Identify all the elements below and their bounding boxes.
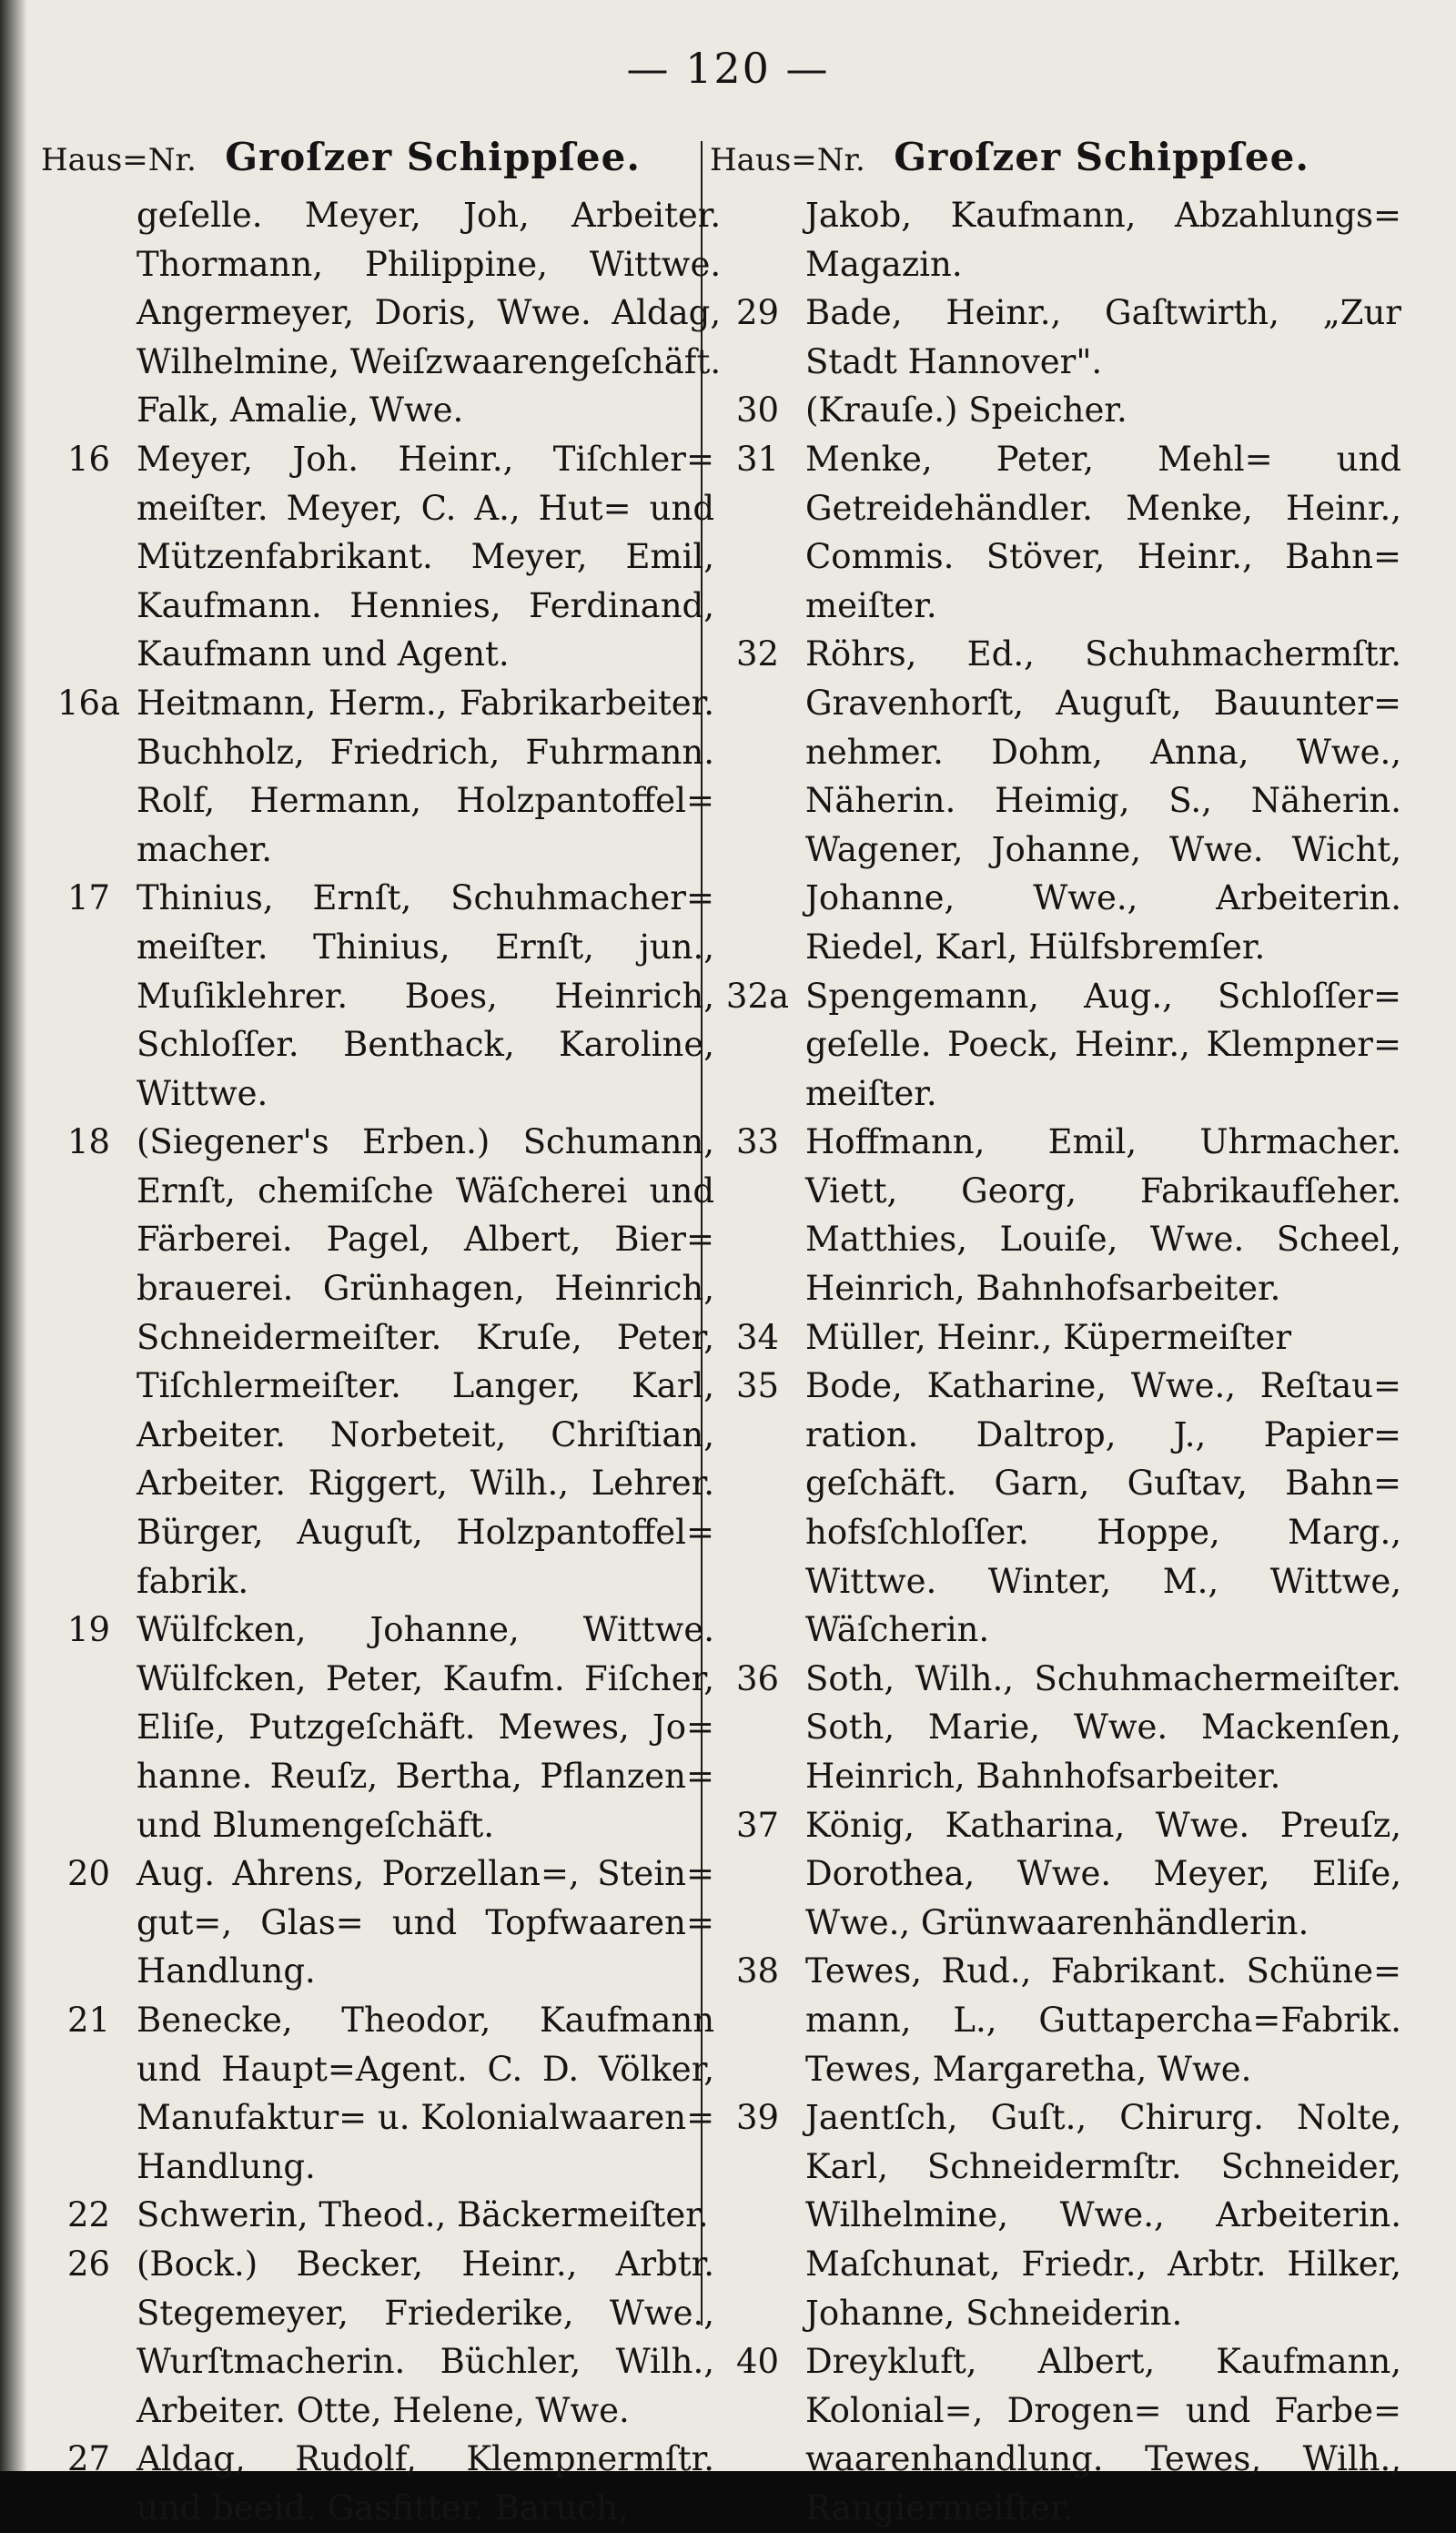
entry-text (805, 630, 1401, 971)
entry-text (136, 1996, 714, 2191)
house-number: 29 (735, 293, 780, 333)
entry-line: Matthies, Louiſe, Wwe. Scheel, (805, 1220, 1401, 1260)
entry-list (41, 191, 722, 2533)
house-number: 18 (66, 1122, 111, 1162)
house-number: 21 (66, 2000, 111, 2040)
entry-line: Färberei. Pagel, Albert, Bier= (136, 1220, 714, 1260)
directory-entry (41, 874, 714, 1118)
entry-line: und Blumengeſchäft. (136, 1805, 494, 1845)
entry-line: gut=, Glas= und Topfwaaren= (136, 1902, 714, 1942)
house-number: 33 (735, 1122, 780, 1162)
entry-line: Jaentſch, Guſt., Chirurg. Nolte, (805, 2098, 1401, 2138)
house-number: 22 (66, 2195, 111, 2235)
entry-line: fabrik. (136, 1561, 249, 1601)
entry-line: Wittwe. (136, 1073, 268, 1113)
house-number: 27 (66, 2439, 111, 2479)
entry-line: meiſter. (805, 585, 937, 625)
entry-line: Wittwe. Winter, M., Wittwe, (805, 1561, 1401, 1601)
directory-entry (41, 2191, 714, 2240)
entry-line: Mützenfabrikant. Meyer, Emil, (136, 537, 714, 577)
entry-line: Handlung. (136, 2146, 316, 2186)
directory-entry (41, 1849, 714, 1996)
street-name: Groſzer Schippſee. (225, 135, 641, 179)
entry-line: Wülfcken, Peter, Kaufm. Fiſcher, (136, 1658, 714, 1698)
house-number: 32 (735, 634, 780, 674)
entry-line: Soth, Marie, Wwe. Mackenſen, (805, 1707, 1401, 1748)
entry-line: und Haupt=Agent. C. D. Völker, (136, 2049, 715, 2089)
entry-text (805, 289, 1401, 386)
entry-text (805, 972, 1401, 1119)
entry-line: Jakob, Kaufmann, Abzahlungs= (805, 196, 1401, 235)
entry-line: Wagener, Johanne, Wwe. Wicht, (805, 829, 1401, 869)
entry-line: (Krauſe.) Speicher. (805, 390, 1127, 431)
entry-text (805, 1362, 1401, 1655)
entry-line: Tewes, Rud., Fabrikant. Schüne= (805, 1951, 1401, 1991)
directory-entry (710, 2337, 1401, 2532)
house-number (710, 191, 805, 289)
entry-text (805, 1313, 1401, 1363)
directory-entry (41, 2435, 714, 2532)
right-column (710, 135, 1401, 2533)
entry-line: geſchäft. Garn, Guſtav, Bahn= (805, 1464, 1401, 1504)
entry-line: waarenhandlung. Tewes, Wilh., (805, 2439, 1401, 2479)
entry-line: Bürger, Auguſt, Holzpantoffel= (136, 1513, 714, 1553)
directory-entry (710, 1655, 1401, 1801)
directory-entry (710, 1801, 1401, 1948)
house-number: 39 (735, 2098, 780, 2138)
entry-line: Spengemann, Aug., Schloſſer= (805, 976, 1401, 1016)
entry-line: nehmer. Dohm, Anna, Wwe., (805, 732, 1401, 772)
entry-line: Riedel, Karl, Hülfsbremſer. (805, 927, 1266, 967)
entry-line: macher. (136, 829, 272, 869)
entry-line: Getreidehändler. Menke, Heinr., (805, 488, 1401, 528)
entry-line: Wurſtmacherin. Büchler, Wilh., (136, 2342, 714, 2382)
entry-line: Maſchunat, Friedr., Arbtr. Hilker, (805, 2244, 1401, 2284)
entry-text (136, 679, 714, 874)
entry-line: Rangiermeiſter. (805, 2487, 1074, 2528)
entry-line: Dorothea, Wwe. Meyer, Eliſe, (805, 1854, 1401, 1894)
entry-line: Wilhelmine, Wwe., Arbeiterin. (805, 2195, 1401, 2235)
entry-line: Kaufmann. Hennies, Ferdinand, (136, 585, 714, 625)
directory-entry (710, 630, 1401, 971)
house-number: 34 (735, 1317, 780, 1357)
entry-text (805, 1655, 1401, 1801)
house-number: 32a (725, 976, 790, 1016)
entry-line: Wwe., Grünwaarenhändlerin. (805, 1902, 1309, 1942)
entry-text (805, 1947, 1401, 2093)
entry-line: Heinrich, Bahnhofsarbeiter. (805, 1757, 1281, 1796)
house-number (41, 191, 136, 435)
directory-entry (710, 1362, 1401, 1655)
directory-entry (41, 679, 714, 874)
directory-entry (710, 1313, 1401, 1363)
directory-entry (41, 435, 714, 679)
entry-text (136, 2240, 714, 2435)
entry-line: Viett, Georg, Fabrikaufſeher. (805, 1170, 1401, 1211)
column-header (710, 135, 1401, 191)
entry-line: Heitmann, Herm., Fabrikarbeiter. (136, 683, 714, 723)
entry-line: König, Katharina, Wwe. Preuſz, (805, 1805, 1401, 1845)
directory-entry (710, 386, 1401, 435)
entry-line: Johanne, Schneiderin. (805, 2293, 1183, 2333)
entry-line: Stegemeyer, Friederike, Wwe., (136, 2293, 714, 2333)
directory-entry (710, 289, 1401, 386)
directory-entry (710, 972, 1401, 1119)
house-number: 40 (735, 2342, 780, 2382)
house-number: 35 (735, 1366, 780, 1406)
directory-entry (41, 1118, 714, 1606)
house-number: 31 (735, 439, 780, 479)
entry-line: Muſiklehrer. Boes, Heinrich, (136, 976, 714, 1016)
entry-line: Commis. Stöver, Heinr., Bahn= (805, 537, 1401, 577)
house-number: 37 (735, 1805, 780, 1845)
directory-entry (710, 1947, 1401, 2093)
house-number: 38 (735, 1951, 780, 1991)
entry-line: Thormann, Philippine, Wittwe. (136, 244, 722, 284)
entry-line: (Bock.) Becker, Heinr., Arbtr. (136, 2244, 714, 2284)
page-number: — 120 — (626, 44, 830, 93)
entry-line: Stadt Hannover". (805, 341, 1103, 381)
entry-text (136, 2191, 714, 2240)
entry-line: Arbeiter. Otte, Helene, Wwe. (136, 2390, 630, 2430)
directory-entry (41, 1606, 714, 1849)
entry-text (136, 1606, 714, 1849)
entry-line: und beeid. Gasfitter. Baruch, (136, 2487, 629, 2528)
entry-line: Gravenhorſt, Auguſt, Bauunter= (805, 683, 1401, 723)
entry-text (805, 1118, 1401, 1312)
entry-line: Manufaktur= u. Kolonialwaaren= (136, 2098, 715, 2138)
directory-entry (41, 1996, 714, 2191)
entry-line: Handlung. (136, 1951, 316, 1991)
entry-line: Falk, Amalie, Wwe. (136, 390, 464, 431)
entry-line: hanne. Reuſz, Bertha, Pflanzen= (136, 1757, 714, 1796)
entry-text (805, 386, 1401, 435)
entry-line: geſelle. Poeck, Heinr., Klempner= (805, 1025, 1401, 1065)
entry-line: mann, L., Guttapercha=Fabrik. (805, 2000, 1401, 2040)
entry-line: Wilhelmine, Weiſzwaarengeſchäft. (136, 341, 722, 381)
house-number: 36 (735, 1658, 780, 1698)
entry-line: Aug. Ahrens, Porzellan=, Stein= (136, 1854, 714, 1894)
entry-line: brauerei. Grünhagen, Heinrich, (136, 1269, 714, 1309)
entry-line: Benecke, Theodor, Kaufmann (136, 2000, 715, 2040)
entry-line: Arbeiter. Riggert, Wilh., Lehrer. (136, 1464, 714, 1504)
directory-entry (710, 435, 1401, 630)
entry-line: Wäſcherin. (805, 1610, 990, 1650)
entry-line: Hoffmann, Emil, Uhrmacher. (805, 1122, 1401, 1162)
entry-line: Rolf, Hermann, Holzpantoffel= (136, 781, 714, 821)
entry-line: Johanne, Wwe., Arbeiterin. (805, 878, 1401, 918)
entry-line: Schloſſer. Benthack, Karoline, (136, 1025, 714, 1065)
entry-text (136, 874, 714, 1118)
entry-line: Näherin. Heimig, S., Näherin. (805, 781, 1401, 821)
entry-line: Buchholz, Friedrich, Fuhrmann. (136, 732, 714, 772)
house-number: 20 (66, 1854, 111, 1894)
entry-line: Bade, Heinr., Gaſtwirth, „Zur (805, 293, 1401, 333)
directory-entry (41, 2240, 714, 2435)
entry-line: Soth, Wilh., Schuhmachermeiſter. (805, 1658, 1401, 1698)
column-header (41, 135, 714, 191)
house-number-label: Haus=Nr. (41, 142, 197, 178)
house-number: 19 (66, 1610, 111, 1650)
entry-line: hofsſchloſſer. Hoppe, Marg., (805, 1513, 1401, 1553)
entry-line: Menke, Peter, Mehl= und (805, 439, 1401, 479)
entry-line: meiſter. Meyer, C. A., Hut= und (136, 488, 714, 528)
entry-line: Röhrs, Ed., Schuhmachermſtr. (805, 634, 1401, 674)
entry-text (805, 191, 1401, 289)
entry-line: meiſter. (805, 1073, 937, 1113)
entry-line: Aldag, Rudolf, Klempnermſtr. (136, 2439, 714, 2479)
entry-line: meiſter. Thinius, Ernſt, jun., (136, 927, 714, 967)
entry-text (136, 1118, 714, 1606)
house-number: 16 (66, 439, 111, 479)
entry-line: Thinius, Ernſt, Schuhmacher= (136, 878, 714, 918)
house-number-label: Haus=Nr. (710, 142, 865, 178)
entry-text (805, 2093, 1401, 2337)
house-number: 30 (735, 390, 780, 431)
entry-line: Heinrich, Bahnhofsarbeiter. (805, 1269, 1281, 1309)
directory-entry (41, 191, 722, 435)
entry-line: Schwerin, Theod., Bäckermeiſter. (136, 2195, 709, 2235)
entry-line: Müller, Heinr., Küpermeiſter (805, 1317, 1292, 1357)
entry-text (805, 435, 1401, 630)
entry-line: Ernſt, chemiſche Wäſcherei und (136, 1170, 714, 1211)
entry-text (136, 1849, 714, 1996)
house-number: 16a (56, 683, 121, 723)
entry-line: Tiſchlermeiſter. Langer, Karl, (136, 1366, 714, 1406)
house-number: 26 (66, 2244, 111, 2284)
entry-line: Meyer, Joh. Heinr., Tiſchler= (136, 439, 714, 479)
entry-list (710, 191, 1401, 2533)
entry-text (136, 191, 721, 435)
house-number: 17 (66, 878, 111, 918)
entry-line: Bode, Katharine, Wwe., Reſtau= (805, 1366, 1401, 1406)
directory-entry (710, 1118, 1401, 1312)
entry-line: Kolonial=, Drogen= und Farbe= (805, 2390, 1401, 2430)
entry-line: Dreykluft, Albert, Kaufmann, (805, 2342, 1401, 2382)
entry-line: ration. Daltrop, J., Papier= (805, 1414, 1401, 1454)
entry-line: Tewes, Margaretha, Wwe. (805, 2049, 1252, 2089)
entry-text (136, 2435, 714, 2532)
street-name: Groſzer Schippſee. (894, 135, 1309, 179)
left-column (41, 135, 722, 2533)
entry-text (136, 435, 714, 679)
directory-entry (710, 191, 1401, 289)
entry-line: Magazin. (805, 244, 963, 284)
entry-line: Angermeyer, Doris, Wwe. Aldag, (136, 293, 722, 333)
entry-line: Schneidermeiſter. Kruſe, Peter, (136, 1317, 714, 1357)
entry-line: Wülfcken, Johanne, Wittwe. (136, 1610, 714, 1650)
entry-line: Karl, Schneidermſtr. Schneider, (805, 2146, 1401, 2186)
entry-line: Kaufmann und Agent. (136, 634, 510, 674)
entry-line: Eliſe, Putzgeſchäft. Mewes, Jo= (136, 1707, 714, 1748)
entry-line: (Siegener's Erben.) Schumann, (136, 1122, 714, 1162)
directory-entry (710, 2093, 1401, 2337)
page-edge-shadow (0, 0, 27, 2471)
entry-text (805, 1801, 1401, 1948)
entry-line: Arbeiter. Norbeteit, Chriſtian, (136, 1414, 714, 1454)
entry-line: geſelle. Meyer, Joh, Arbeiter. (136, 196, 722, 235)
entry-text (805, 2337, 1401, 2532)
